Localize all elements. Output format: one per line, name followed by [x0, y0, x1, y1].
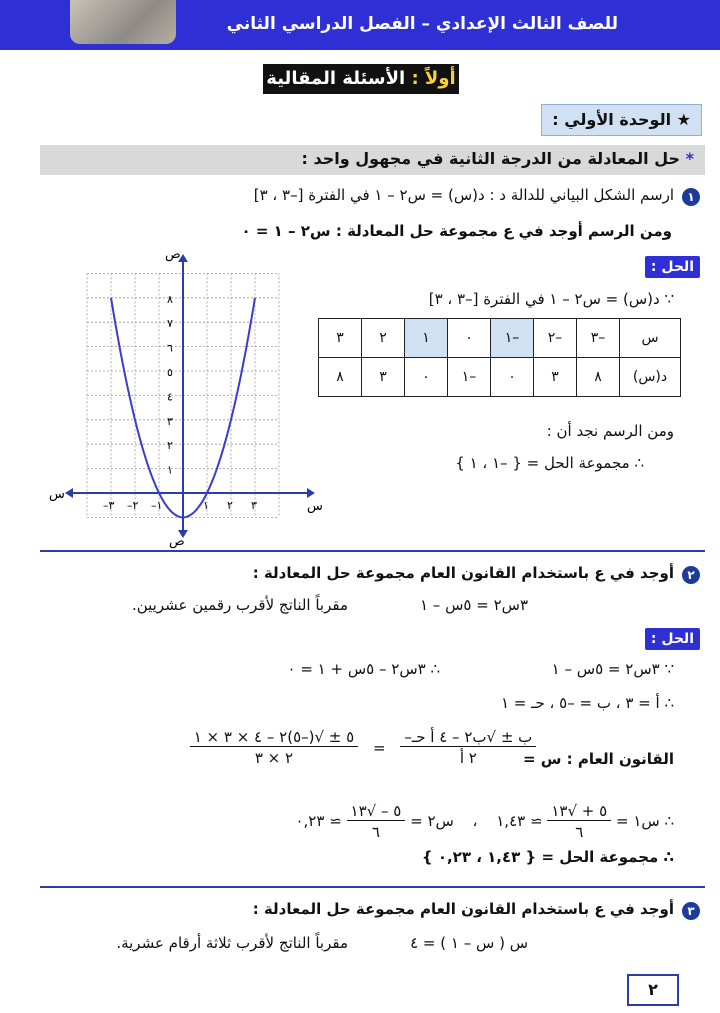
q2-law-den: ٢ أ	[459, 749, 477, 767]
table-cell: –٢	[534, 319, 577, 358]
x-tick-label: ١	[203, 499, 209, 512]
y-tick-label: ٨	[167, 292, 173, 306]
topic-title: حل المعادلة من الدرجة الثانية في مجهول واحد :	[301, 149, 681, 168]
y-axis-label-bottom: ص	[169, 534, 185, 549]
parabola-graph	[45, 240, 325, 550]
table-cell-highlight: –١	[491, 319, 534, 358]
q1-answer: ∴ مجموعة الحل = { –١ ، ١ }	[455, 454, 644, 472]
q2-root2-num: ٥ – √١٣	[347, 802, 406, 821]
q2-root1-value: ≃ ١,٤٣	[496, 812, 543, 830]
table-cell: ٣	[534, 358, 577, 397]
header-photo	[70, 0, 176, 44]
table-cell: –١	[448, 358, 491, 397]
y-tick-label: ٣	[167, 414, 173, 428]
table-cell: ٢	[362, 319, 405, 358]
x-axis-label-left: س	[49, 487, 65, 502]
q2-law-label: القانون العام : س =	[522, 750, 674, 768]
x-tick-label: –١	[151, 499, 163, 512]
question-number-2: ٢	[682, 566, 700, 584]
x-tick-labels	[103, 499, 257, 512]
q2-law-fraction	[400, 728, 536, 767]
q2-equation: ٣س٢ = ٥س – ١	[419, 596, 528, 614]
x-axis-arrow-left	[65, 488, 73, 498]
y-tick-labels	[167, 293, 173, 477]
q2-note: مقرباً الناتج لأقرب رقمين عشريين.	[131, 596, 348, 614]
q2-root2-label: س٢ =	[410, 812, 454, 830]
q2-answer: ∴ مجموعة الحل = { ١,٤٣ ، ٠,٢٣ }	[421, 848, 674, 866]
table-cell: ٠	[491, 358, 534, 397]
y-tick-label: ١	[167, 463, 173, 477]
table-row-y	[319, 358, 681, 397]
section-title-rest: الأسئلة المقالية	[266, 68, 406, 89]
q1-solution-label: الحل :	[645, 256, 700, 278]
x-tick-label: –٣	[103, 499, 115, 512]
table-header-y: د(س)	[620, 358, 681, 397]
q1-line2: ومن الرسم أوجد في ع مجموعة حل المعادلة : س٢ – ١ = ٠	[241, 222, 672, 240]
table-cell: –٣	[577, 319, 620, 358]
q2-root1-num: ٥ + √١٣	[547, 802, 611, 821]
q3-equation: س ( س – ١ ) = ٤	[410, 934, 528, 952]
q2-prompt: أوجد في ع باستخدام القانون العام مجموعة حل المعادلة :	[252, 564, 674, 582]
table-cell: ٣	[362, 358, 405, 397]
table-cell: ٨	[577, 358, 620, 397]
header-subtitle: للصف الثالث الإعدادي – الفصل الدراسي الثاني	[226, 14, 618, 34]
q3-note: مقرباً الناتج لأقرب ثلاثة أرقام عشرية.	[116, 934, 348, 952]
q2-root2-den: ٦	[371, 823, 380, 841]
unit-heading	[541, 104, 702, 136]
question-number-3: ٣	[682, 902, 700, 920]
q2-root1-label: ∴ س١ =	[615, 812, 674, 830]
page-number: ٢	[627, 974, 679, 1006]
q2-law-num: –ب ± √ب٢ – ٤ أ حـ	[400, 728, 536, 747]
table-cell: ٠	[405, 358, 448, 397]
x-tick-label: –٢	[127, 499, 139, 512]
q2-root2-value: ≃ ٠,٢٣	[295, 812, 342, 830]
q1-from-graph: ومن الرسم نجد أن :	[546, 422, 674, 440]
table-header-x: س	[620, 319, 681, 358]
q2-eq-sign: =	[372, 738, 386, 757]
topic-bullet: *	[685, 149, 694, 168]
star-icon: ★	[676, 110, 691, 129]
q3-prompt: أوجد في ع باستخدام القانون العام مجموعة حل المعادلة :	[252, 900, 674, 918]
table-cell: ٨	[319, 358, 362, 397]
question-number-1: ١	[682, 188, 700, 206]
q2-roots	[295, 802, 674, 841]
divider-2	[40, 886, 705, 888]
q2-root1-fraction	[547, 802, 611, 841]
q2-root1-den: ٦	[575, 823, 584, 841]
q1-given: ∵ د(س) = س٢ – ١ في الفترة [–٣ ، ٣]	[428, 290, 674, 308]
q2-root2-fraction	[347, 802, 406, 841]
q2-sub-den: ٢ × ٣	[254, 749, 294, 767]
x-tick-label: ٣	[251, 499, 257, 512]
x-tick-label: ٢	[227, 499, 233, 512]
y-tick-label: ٦	[167, 341, 173, 355]
topic-heading	[302, 149, 694, 168]
table-cell: ٠	[448, 319, 491, 358]
q1-line1: ارسم الشكل البياني للدالة د : د(س) = س٢ – ١ في الفترة [–٣ ، ٣]	[253, 186, 674, 204]
y-tick-label: ٧	[167, 317, 173, 331]
x-axis-arrow-right	[307, 488, 315, 498]
values-table	[318, 318, 681, 397]
q2-root-separator: ،	[472, 812, 478, 830]
y-tick-label: ٤	[167, 390, 173, 404]
q2-solution-label: الحل :	[645, 628, 700, 650]
q2-step1-left: ∵ ٣س٢ = ٥س – ١	[551, 660, 674, 678]
y-tick-label: ٢	[167, 439, 173, 453]
divider-1	[40, 550, 705, 552]
section-title-accent: أولاً :	[411, 68, 456, 89]
q2-general-law	[168, 728, 558, 767]
y-axis-label-top: ص	[165, 247, 181, 262]
q2-sub-num: ٥ ± √(–٥)٢ – ٤ × ٣ × ١	[190, 728, 359, 747]
table-cell-highlight: ١	[405, 319, 448, 358]
y-tick-label: ٥	[167, 366, 173, 379]
section-title	[263, 64, 459, 94]
page-header-banner	[0, 0, 720, 50]
table-cell: ٣	[319, 319, 362, 358]
q2-substituted-fraction	[190, 728, 359, 767]
q2-step2: ∴ أ = ٣ ، ب = –٥ ، حـ = ١	[500, 694, 674, 712]
x-axis-label-right: س	[307, 499, 323, 514]
q2-step1-right: ∴ ٣س٢ – ٥س + ١ = ٠	[287, 660, 440, 678]
table-row-x	[319, 319, 681, 358]
unit-title: الوحدة الأولي :	[552, 110, 672, 129]
